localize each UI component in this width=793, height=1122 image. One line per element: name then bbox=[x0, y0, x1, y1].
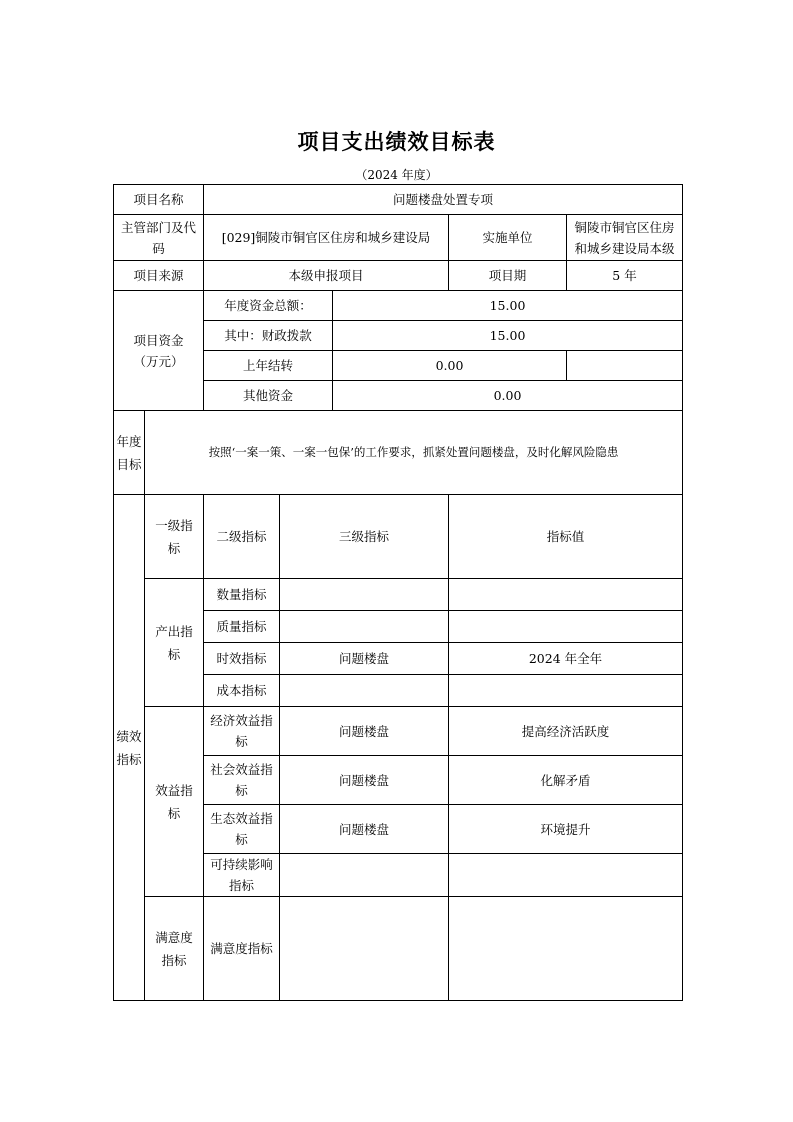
row-project-name bbox=[114, 185, 683, 215]
funds-label: 项目资金（万元） bbox=[114, 291, 204, 411]
indicator-l2: 社会效益指标 bbox=[204, 756, 280, 805]
performance-table bbox=[113, 184, 683, 1001]
benefit-label: 效益指标 bbox=[145, 707, 204, 897]
funds-carry-spacer bbox=[567, 351, 683, 381]
indicator-l3 bbox=[280, 897, 449, 1001]
impl-value: 铜陵市铜官区住房和城乡建设局本级 bbox=[567, 215, 683, 261]
funds-fiscal-label: 其中：财政拨款 bbox=[204, 321, 333, 351]
row-indicator-header bbox=[114, 495, 683, 579]
funds-other-value: 0.00 bbox=[333, 381, 683, 411]
indicator-l3 bbox=[280, 854, 449, 897]
dept-label: 主管部门及代码 bbox=[114, 215, 204, 261]
indicator-row bbox=[114, 897, 683, 1001]
goal-label: 年度目标 bbox=[114, 411, 145, 495]
indicator-l3: 问题楼盘 bbox=[280, 756, 449, 805]
indicator-row bbox=[114, 707, 683, 756]
page-title: 项目支出绩效目标表 bbox=[297, 130, 496, 154]
level3-header: 三级指标 bbox=[280, 495, 449, 579]
indicator-l3 bbox=[280, 675, 449, 707]
row-dept bbox=[114, 215, 683, 261]
level1-header: 一级指标 bbox=[145, 495, 204, 579]
indicator-value: 提高经济活跃度 bbox=[449, 707, 683, 756]
indicator-l2: 质量指标 bbox=[204, 611, 280, 643]
period-label: 项目期 bbox=[449, 261, 567, 291]
impl-label: 实施单位 bbox=[449, 215, 567, 261]
indicator-l3: 问题楼盘 bbox=[280, 643, 449, 675]
project-name-label: 项目名称 bbox=[114, 185, 204, 215]
indicator-value bbox=[449, 854, 683, 897]
funds-other-label: 其他资金 bbox=[204, 381, 333, 411]
indicator-value bbox=[449, 611, 683, 643]
indicator-value bbox=[449, 579, 683, 611]
indicator-value: 化解矛盾 bbox=[449, 756, 683, 805]
funds-total-label: 年度资金总额： bbox=[204, 291, 333, 321]
indicator-l3 bbox=[280, 579, 449, 611]
indicator-l2: 时效指标 bbox=[204, 643, 280, 675]
indicator-l3: 问题楼盘 bbox=[280, 805, 449, 854]
satisfaction-label: 满意度指标 bbox=[145, 897, 204, 1001]
indicator-l2: 生态效益指标 bbox=[204, 805, 280, 854]
indicator-l2: 成本指标 bbox=[204, 675, 280, 707]
indicator-l2: 可持续影响指标 bbox=[204, 854, 280, 897]
indicator-row bbox=[114, 579, 683, 611]
funds-carry-label: 上年结转 bbox=[204, 351, 333, 381]
row-source bbox=[114, 261, 683, 291]
indicator-value bbox=[449, 675, 683, 707]
indicator-l2: 满意度指标 bbox=[204, 897, 280, 1001]
dept-value: [029]铜陵市铜官区住房和城乡建设局 bbox=[204, 215, 449, 261]
funds-carry-value: 0.00 bbox=[333, 351, 567, 381]
indicator-value: 2024 年全年 bbox=[449, 643, 683, 675]
source-label: 项目来源 bbox=[114, 261, 204, 291]
indicator-l3: 问题楼盘 bbox=[280, 707, 449, 756]
indicators-section-label: 绩效指标 bbox=[114, 495, 145, 1001]
goal-text: 按照‘一案一策、一案一包保’的工作要求，抓紧处置问题楼盘，及时化解风险隐患 bbox=[145, 411, 683, 495]
period-value: 5 年 bbox=[567, 261, 683, 291]
funds-total-value: 15.00 bbox=[333, 291, 683, 321]
indicator-l2: 数量指标 bbox=[204, 579, 280, 611]
indicator-value bbox=[449, 897, 683, 1001]
source-value: 本级申报项目 bbox=[204, 261, 449, 291]
indicator-value: 环境提升 bbox=[449, 805, 683, 854]
row-goal bbox=[114, 411, 683, 495]
page-subtitle: （2024 年度） bbox=[355, 168, 438, 182]
output-label: 产出指标 bbox=[145, 579, 204, 707]
project-name-value: 问题楼盘处置专项 bbox=[204, 185, 683, 215]
level2-header: 二级指标 bbox=[204, 495, 280, 579]
funds-fiscal-value: 15.00 bbox=[333, 321, 683, 351]
row-funds-total bbox=[114, 291, 683, 321]
indicator-l3 bbox=[280, 611, 449, 643]
indicator-l2: 经济效益指标 bbox=[204, 707, 280, 756]
value-header: 指标值 bbox=[449, 495, 683, 579]
